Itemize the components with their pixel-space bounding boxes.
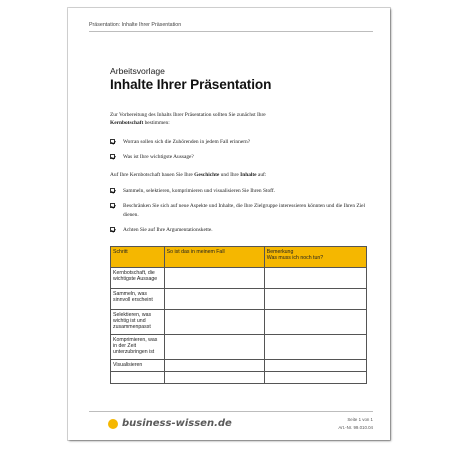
logo-dot-icon [108, 419, 118, 429]
list-item-text: Beschränken Sie sich auf neue Aspekte und Inhalte, die Ihre Zielgruppe interessieren könnten und die Ihren Ziel dienen. [123, 203, 366, 218]
list-item-text: Sammeln, selektieren, komprimieren und visualisieren Sie Ihren Stoff. [123, 188, 276, 194]
remark-cell[interactable] [264, 335, 366, 360]
table-header-row [111, 247, 367, 268]
story-paragraph [110, 171, 380, 179]
checkbox-checked-icon [110, 139, 115, 144]
my-case-cell[interactable] [164, 372, 264, 384]
header-bemerkung: Bemerkung Was muss ich noch tun? [264, 247, 366, 268]
list-item-text: Was ist Ihre wichtigste Aussage? [123, 154, 194, 161]
list-item [110, 153, 380, 161]
step-cell[interactable] [111, 372, 165, 384]
remark-cell[interactable] [264, 310, 366, 335]
document-page [68, 8, 390, 440]
intro-paragraph [110, 111, 380, 128]
my-case-cell[interactable] [164, 289, 264, 310]
para2-text-a: Auf Ihre Kernbotschaft bauen Sie Ihre [110, 172, 195, 178]
business-wissen-logo [108, 418, 232, 429]
intro-text-b: bestimmen: [143, 120, 170, 127]
my-case-cell[interactable] [164, 310, 264, 335]
intro-bold: Kernbotschaft [110, 120, 144, 127]
article-number: Art.-Nr. 99.010.04 [338, 425, 373, 431]
remark-cell[interactable] [264, 268, 366, 289]
my-case-cell[interactable] [164, 335, 264, 360]
footer-meta [338, 416, 373, 433]
step-cell: Sammeln, was sinnvoll erscheint [111, 289, 165, 310]
remark-cell[interactable] [264, 360, 366, 372]
step-cell: Komprimieren, was in der Zeit unterzubringen ist [111, 335, 165, 360]
header-mein-fall: So ist das in meinem Fall [164, 247, 264, 268]
running-header: Präsentation: Inhalte Ihrer Präsentation [89, 22, 373, 32]
worksheet-table [110, 246, 367, 384]
table-row [111, 372, 367, 384]
table-row [111, 289, 367, 310]
checkbox-checked-icon [110, 227, 115, 232]
logo-text: business-wissen.de [122, 418, 232, 429]
remark-cell[interactable] [264, 289, 366, 310]
footer-divider [89, 411, 373, 412]
header-schritt: Schritt [111, 247, 165, 268]
my-case-cell[interactable] [164, 360, 264, 372]
checklist-content [110, 187, 380, 242]
step-cell: Visualisieren [111, 360, 165, 372]
checklist-core-message [110, 138, 380, 169]
list-item-text: Worran sollen sich die Zuhörenden in jedem Fall erinnern? [123, 139, 251, 145]
document-kicker: Arbeitsvorlage [110, 66, 165, 76]
step-cell: Selektieren, was wichtig ist und zusammenpasst [111, 310, 165, 335]
para2-text-mid: und Ihre [219, 172, 241, 178]
checkbox-checked-icon [110, 188, 115, 193]
document-title: Inhalte Ihrer Präsentation [110, 77, 272, 92]
remark-cell[interactable] [264, 372, 366, 384]
list-item-text: Achten Sie auf Ihre Argumentationskette. [123, 227, 213, 234]
table-row [111, 360, 367, 372]
checkbox-checked-icon [110, 203, 115, 208]
list-item [110, 138, 380, 146]
intro-text-a: Zur Vorbereitung des Inhalts Ihrer Präsentation sollten Sie zunächst Ihre [110, 112, 266, 118]
table-row [111, 335, 367, 360]
my-case-cell[interactable] [164, 268, 264, 289]
list-item [110, 226, 380, 234]
checkbox-checked-icon [110, 154, 115, 159]
table-row [111, 310, 367, 335]
step-cell: Kernbotschaft, die wichtigste Aussage [111, 268, 165, 289]
table-row [111, 268, 367, 289]
para2-bold-inhalte: Inhalte [240, 172, 257, 178]
para2-bold-geschichte: Geschichte [194, 172, 220, 178]
list-item [110, 187, 380, 195]
para2-text-b: auf: [256, 172, 267, 178]
list-item [110, 202, 380, 219]
page-number: Seite 1 von 1 [347, 417, 373, 422]
